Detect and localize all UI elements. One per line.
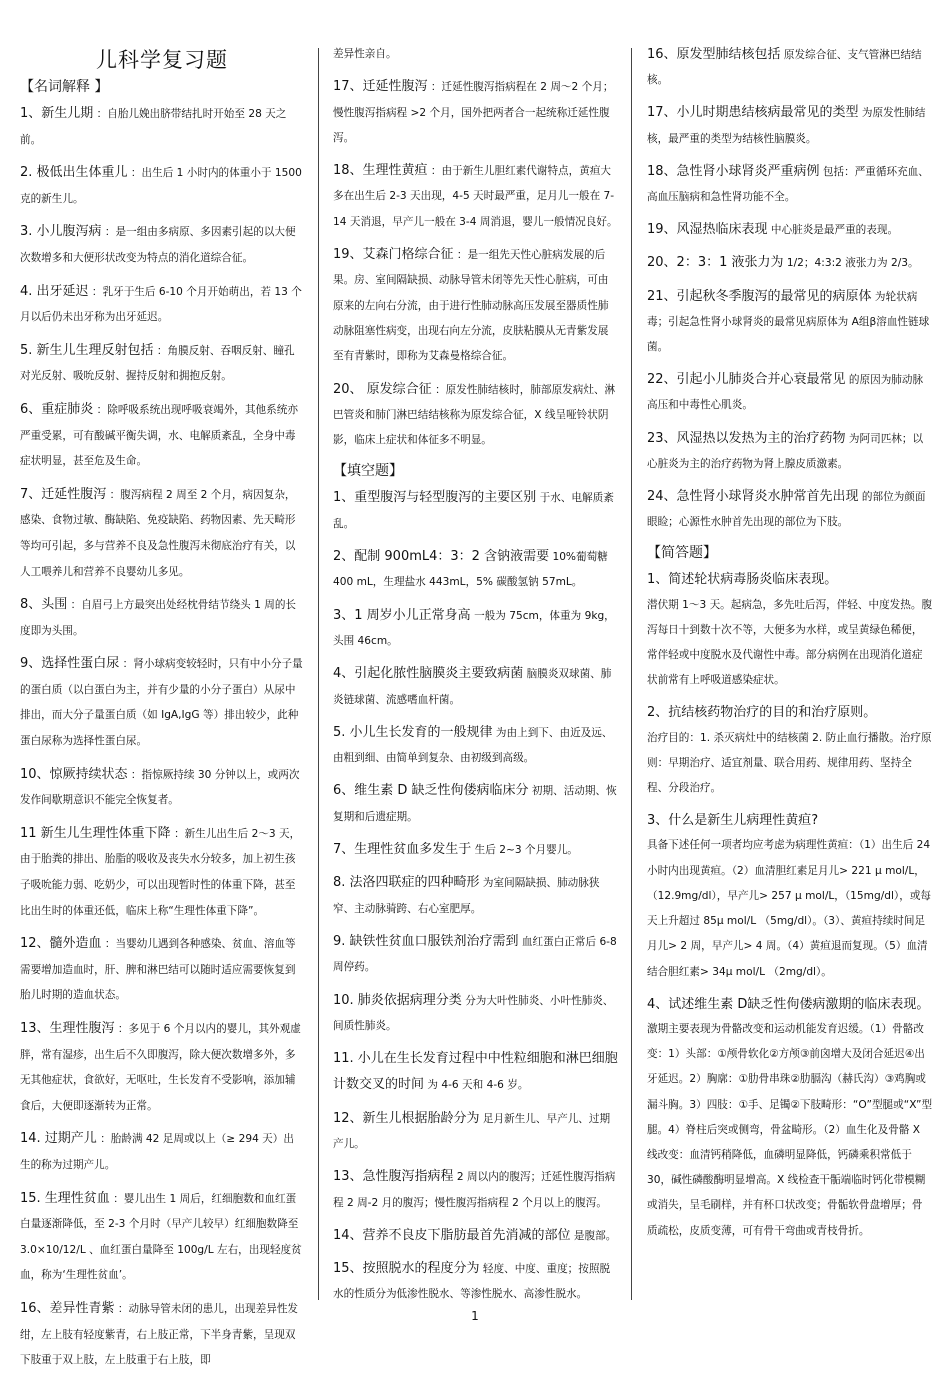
entry-term: 15. 生理性贫血: [20, 1190, 110, 1206]
entry-term: 3. 小儿腹泻病: [20, 224, 102, 240]
entry-text: ：动脉导管未闭的患儿，出现差异性发绀，左上肢有轻度紫青，右上肢正常，下半身青紫，呈现双下肢重于双上肢，左上肢重于右上肢，即: [20, 1302, 299, 1367]
entry-text: 差异性亲自。: [333, 48, 397, 60]
entry-text: ：迁延性腹泻指病程在 2 周～2 个月；慢性腹泻指病程 >2 个月，国外把两者合一起统称迁延性腹泻。: [333, 81, 614, 144]
entry-item: [333, 74, 619, 151]
terms-list: [20, 101, 304, 1374]
entry-text: 一般为 75cm，体重为 9kg，头围 46cm。: [333, 609, 615, 647]
entry-item: [333, 1256, 619, 1308]
entry-term: 16、原发型肺结核包括: [647, 47, 781, 62]
entry-item: [333, 837, 619, 863]
entry-item: [20, 592, 304, 644]
entry-text: ：腹泻病程 2 周至 2 个月，病因复杂，感染、食物过敏、酶缺陷、免疫缺陷、药物因素、先天畸形等均可引起，多与营养不良及急性腹泻未彻底治疗有关，以人工喂养儿和营养不良婴幼儿多见。: [20, 488, 296, 578]
entry-term: 10、惊厥持续状态: [20, 766, 128, 782]
entry-text: 于水、电解质紊乱。: [333, 492, 614, 530]
terms-list-continued: [333, 42, 619, 453]
entry-item: [647, 100, 933, 151]
entry-text: ：当婴幼儿遇到各种感染、贫血、溶血等需要增加造血时，肝、脾和淋巴结可以随时适应需要恢复到胎儿时期的造血状态。: [20, 938, 296, 1002]
entry-item: [647, 426, 933, 477]
entry-text: ：原发性肺结核时，肺部原发病灶、淋巴管炎和肺门淋巴结结核称为原发综合征，X 线呈哑铃状阴影，临床上症状和体征多不明显。: [333, 383, 616, 447]
entry-term: 6、重症肺炎: [20, 401, 94, 417]
entry-item: [333, 485, 619, 537]
column-middle: [333, 42, 619, 1301]
entry-text: 为 4-6 天和 4-6 岁。: [427, 1079, 529, 1092]
section-heading-terms: 【名词解释 】: [20, 79, 109, 95]
short-answer-list: [647, 567, 933, 1243]
entry-text: ：新生儿出生后 2～3 天，由于胎粪的排出、胎脂的吸收及丧失水分较多，加上初生孩子吸吮能力弱、吃奶少，可以出现暂时性的体重下降，甚至比出生时的体重还低，临床上称“生理性体重下降”。: [20, 827, 301, 917]
entry-item: [647, 367, 933, 418]
entry-item: [647, 567, 933, 693]
entry-item: [20, 1016, 304, 1119]
entry-item: [333, 988, 619, 1040]
entry-item: [20, 101, 304, 153]
entry-term: 12、新生儿根据胎龄分为: [333, 1110, 480, 1126]
entry-text: 治疗目的：1. 杀灭病灶中的结核菌 2. 防止血行播散。治疗原则：早期治疗、适宜剂量、联合用药、规律用药、坚持全程、分段治疗。: [647, 731, 932, 795]
entry-text: 脑膜炎双球菌、肺炎链球菌、流感嗜血杆菌。: [333, 668, 612, 706]
entry-item: [20, 821, 304, 924]
entry-text: 血红蛋白正常后 6-8 周停药。: [333, 935, 617, 974]
entry-item: [647, 250, 933, 276]
entry-text: 为由上到下、由近及远、由粗到细、由简单到复杂、由初级到高级。: [333, 726, 613, 765]
entry-term: 8、头围: [20, 597, 68, 613]
entry-text: ：是一组先天性心脏病发展的后果。房、室间隔缺损、动脉导管未闭等先天性心脏病，可由原来的左向右分流，由于进行性肺动脉高压发展至器质性肺动脉阻塞性病变，出现右向左分流，皮肤粘膜从无青紫发展至有青紫时，即称为艾森曼格综合征。: [333, 249, 609, 363]
column-divider: [318, 48, 319, 1300]
entry-item: [333, 778, 619, 830]
entry-term: 11 新生儿生理性体重下降: [20, 825, 171, 841]
entry-text: 的原因为肺动脉高压和中毒性心肌炎。: [647, 374, 924, 412]
entry-item: [20, 1126, 304, 1178]
entry-term: 6、维生素 D 缺乏性佝偻病临床分: [333, 783, 529, 799]
entry-term: 19、风湿热临床表现: [647, 222, 768, 238]
document-title: 儿科学复习题: [96, 48, 228, 72]
entry-item: [20, 219, 304, 271]
entry-item: [333, 377, 619, 454]
entry-item: [333, 661, 619, 713]
entry-term: 2. 极低出生体重儿: [20, 165, 128, 181]
entry-term: 1、重型腹泻与轻型腹泻的主要区别: [333, 490, 537, 506]
fill-list-continued: [647, 42, 933, 535]
entry-term: 13、急性腹泻指病程: [333, 1169, 454, 1185]
page-number: 1: [471, 1309, 479, 1323]
entry-text: ：乳牙于生后 6-10 个月开始萌出，若 13 个月以后仍未出牙称为出牙延迟。: [20, 285, 302, 324]
entry-item: [333, 1046, 619, 1099]
entry-item: [333, 929, 619, 981]
entry-term: 8. 法洛四联症的四种畸形: [333, 875, 480, 891]
entry-text: ：除呼吸系统出现呼吸衰竭外，其他系统亦严重受累，可有酸碱平衡失调，水、电解质紊乱，全身中毒症状明显，甚至危及生命。: [20, 403, 298, 468]
entry-term: 15、按照脱水的程度分为: [333, 1261, 480, 1277]
entry-text: 为原发性肺结核，最严重的类型为结核性脑膜炎。: [647, 107, 926, 145]
entry-term: 2、抗结核药物治疗的目的和治疗原则。: [647, 705, 877, 721]
entry-term: 13、生理性腹泻: [20, 1021, 115, 1036]
entry-text: 是腹部。: [573, 1229, 617, 1242]
entry-item: [333, 720, 619, 772]
entry-item: [20, 397, 304, 475]
entry-item: [333, 242, 619, 369]
entry-item: [20, 651, 304, 754]
entry-text: 原发综合征、支气管淋巴结结核。: [647, 49, 922, 87]
entry-item: [333, 1223, 619, 1249]
entry-item: [647, 217, 933, 243]
section-heading-short: 【简答题】: [647, 545, 717, 562]
entry-text: ：角膜反射、吞咽反射、瞳孔对光反射、吸吮反射、握持反射和拥抱反射。: [20, 344, 295, 383]
entry-item: [333, 158, 619, 235]
entry-item: [20, 482, 304, 585]
column-right: [647, 42, 933, 1297]
entry-term: 20、2：3：1 液张力为: [647, 255, 784, 271]
entry-item: [20, 762, 304, 814]
entry-item: [333, 42, 619, 67]
entry-term: 1、简述轮状病毒肠炎临床表现。: [647, 572, 838, 588]
entry-text: ：由于新生儿胆红素代谢特点，黄疸大多在出生后 2-3 天出现，4-5 天时最严重，足月儿一般在 7-14 天消退，早产儿一般在 3-4 周消退，婴儿一般情况良好。: [333, 165, 618, 228]
entry-text: 为轮状病毒；引起急性肾小球肾炎的最常见病原体为 A组β溶血性链球菌。: [647, 290, 930, 354]
entry-term: 18、生理性黄疸: [333, 163, 428, 179]
entry-item: [647, 992, 933, 1244]
entry-term: 20、 原发综合征: [333, 381, 432, 397]
entry-term: 23、风湿热以发热为主的治疗药物: [647, 430, 846, 446]
entry-term: 2、配制 900mL4：3：2 含钠液需要: [333, 549, 550, 565]
entry-item: [647, 159, 933, 210]
entry-text: 分为大叶性肺炎、小叶性肺炎、间质性肺炎。: [333, 994, 614, 1032]
entry-term: 5. 小儿生长发育的一般规律: [333, 724, 493, 740]
entry-term: 9. 缺铁性贫血口服铁剂治疗需到: [333, 933, 519, 949]
entry-text: 中心脏炎是最严重的表现。: [770, 224, 899, 237]
entry-term: 4. 出牙延迟: [20, 283, 89, 299]
entry-text: ：肾小球病变较轻时，只有中小分子量的蛋白质（以白蛋白为主，并有少量的小分子蛋白）从尿中排出，而大分子量蛋白质（如 IgA,IgG 等）排出较少，此种蛋白尿称为选择性蛋白尿。: [20, 658, 303, 748]
entry-text: 具备下述任何一项者均应考虑为病理性黄疸：（1）出生后 24 小时内出现黄疸。（2）血清胆红素足月儿> 221 μ mol/L，（12.9mg/dl），早产儿> 257 μ mol/L，（15mg/dl），或每天上升超过 85μ mol/L （5mg/dl）。（3）、黄疸持续时间足月儿> 2 周，早产儿> 4 周。（4）黄疸退而复现。（5）血清结合胆红素> 34μ mol/L （2mg/dl）。: [647, 839, 932, 978]
entry-item: [333, 1106, 619, 1158]
entry-item: [333, 603, 619, 655]
entry-term: 22、引起小儿肺炎合并心衰最常见: [647, 372, 846, 388]
entry-text: ：自胎儿娩出脐带结扎时开始至 28 天之前。: [20, 108, 287, 146]
entry-term: 9、选择性蛋白尿: [20, 656, 120, 672]
entry-term: 11. 小儿在生长发育过程中中性粒细胞和淋巴细胞计数交叉的时间: [333, 1051, 618, 1093]
entry-text: 1/2；4:3:2 液张力为 2/3。: [786, 257, 919, 270]
entry-item: [647, 808, 933, 984]
entry-item: [333, 544, 619, 596]
entry-term: 17、迁延性腹泻: [333, 79, 428, 95]
entry-item: [647, 700, 933, 801]
entry-term: 5. 新生儿生理反射包括: [20, 342, 154, 358]
entry-text: 初期、活动期、恢复期和后遗症期。: [333, 785, 617, 823]
entry-text: 为阿司匹林；以心脏炎为主的治疗药物为肾上腺皮质激素。: [647, 432, 924, 470]
entry-term: 7、生理性贫血多发生于: [333, 842, 472, 858]
column-left: [20, 42, 304, 1367]
entry-item: [20, 160, 304, 212]
entry-item: [333, 1164, 619, 1216]
entry-term: 4、试述维生素 D缺乏性佝偻病激期的临床表现。: [647, 996, 930, 1012]
entry-term: 12、髓外造血: [20, 936, 102, 952]
fill-list: [333, 485, 619, 1307]
entry-term: 19、艾森门格综合征: [333, 247, 454, 263]
entry-text: ：胎龄满 42 足周或以上（≥ 294 天）出生的称为过期产儿。: [20, 1133, 294, 1171]
entry-term: 4、引起化脓性脑膜炎主要致病菌: [333, 666, 524, 682]
entry-term: 14、营养不良皮下脂肪最首先消减的部位: [333, 1227, 571, 1243]
entry-text: ：自眉弓上方最突出处经枕骨结节绕头 1 周的长度即为头围。: [20, 599, 297, 637]
entry-item: [20, 931, 304, 1009]
entry-term: 1、新生儿期: [20, 106, 94, 121]
entry-item: [647, 284, 933, 361]
entry-term: 16、差异性青紫: [20, 1300, 115, 1316]
entry-text: 2 周以内的腹泻；迁延性腹泻指病程 2 周-2 月的腹泻；慢性腹泻指病程 2 个月以上的腹泻。: [333, 1171, 616, 1209]
entry-text: 足月新生儿、早产儿、过期产儿。: [333, 1112, 611, 1150]
entry-text: ：婴儿出生 1 周后，红细胞数和血红蛋白量逐渐降低，至 2-3 个月时（早产儿较早）红细胞数降至 3.0×10/12/L 、血红蛋白量降至 100g/L 左右，出现轻度贫血，称为‘生理性贫血’。: [20, 1192, 302, 1282]
entry-item: [333, 870, 619, 922]
entry-term: 10. 肺炎依据病理分类: [333, 992, 462, 1008]
entry-term: 3、1 周岁小儿正常身高: [333, 607, 471, 623]
entry-text: 为室间隔缺损、肺动脉狭窄、主动脉骑跨、右心室肥厚。: [333, 877, 600, 915]
entry-text: 10%葡萄糖 400 mL，生理盐水 443mL，5% 碳酸氢钠 57mL。: [333, 551, 608, 589]
section-heading-fill: 【填空题】: [333, 463, 403, 480]
entry-text: 生后 2~3 个月婴儿。: [474, 844, 578, 857]
entry-item: [20, 1296, 304, 1374]
entry-item: [647, 484, 933, 535]
entry-item: [20, 338, 304, 390]
entry-text: 潜伏期 1～3 天。起病急，多先吐后泻，伴轻、中度发热。腹泻每日十到数十次不等，大便多为水样，或呈黄绿色稀便，常伴轻或中度脱水及代谢性中毒。部分病例在出现消化道症状前常有上呼吸道感染症状。: [647, 598, 933, 687]
entry-text: ：是一组由多病原、多因素引起的以大便次数增多和大便形状改变为特点的消化道综合征。: [20, 226, 296, 264]
entry-item: [20, 279, 304, 331]
entry-text: ：指惊厥持续 30 分钟以上，或两次发作间歇期意识不能完全恢复者。: [20, 768, 300, 807]
entry-text: 的部位为颜面眼睑；心源性水肿首先出现的部位为下肢。: [647, 491, 926, 529]
entry-term: 3、什么是新生儿病理性黄疸?: [647, 813, 819, 829]
entry-text: 激期主要表现为骨骼改变和运动机能发育迟缓。（1）骨骼改变：1）头部：①颅骨软化②方颅③前囟增大及闭合延迟④出牙延迟。2）胸廓：①肋骨串珠②肋膈沟（赫氏沟）③鸡胸或漏斗胸。3）四肢：①手、足镯②下肢畸形：“O”型腿或“X”型腿。4）脊柱后突或侧弯，骨盆畸形。（2）血生化及骨骼 X 线改变：血清钙稍降低，血磷明显降低，钙磷乘积常低于 30，碱性磷酸酶明显增高。X 线检查干骺端临时钙化带模糊或消失，呈毛刷样，并有杯口状改变；骨骺软骨盘增厚；骨质疏松，皮质变薄，可有骨干弯曲或青枝骨折。: [647, 1022, 933, 1237]
entry-item: [647, 42, 933, 93]
entry-term: 24、急性肾小球肾炎水肿常首先出现: [647, 489, 859, 505]
entry-term: 17、小儿时期患结核病最常见的类型: [647, 105, 859, 121]
column-divider: [631, 48, 632, 1300]
entry-text: 轻度、中度、重度；按照脱水的性质分为低渗性脱水、等渗性脱水、高渗性脱水。: [333, 1263, 611, 1301]
entry-text: 包括：严重循环充血、高血压脑病和急性肾功能不全。: [647, 165, 929, 204]
entry-term: 7、迁延性腹泻: [20, 486, 107, 502]
entry-term: 21、引起秋冬季腹泻的最常见的病原体: [647, 288, 872, 304]
entry-text: ：出生后 1 小时内的体重小于 1500 克的新生儿。: [20, 167, 302, 205]
entry-item: [20, 1186, 304, 1289]
entry-text: ：多见于 6 个月以内的婴儿，其外观虚胖，常有湿疹，出生后不久即腹泻，除大便次数增多外，多无其他症状，食欲好，无呕吐，生长发育不受影响，添加辅食后，大便即逐渐转为正常。: [20, 1023, 301, 1112]
entry-term: 14. 过期产儿: [20, 1131, 97, 1147]
entry-term: 18、急性肾小球肾炎严重病例: [647, 163, 820, 179]
